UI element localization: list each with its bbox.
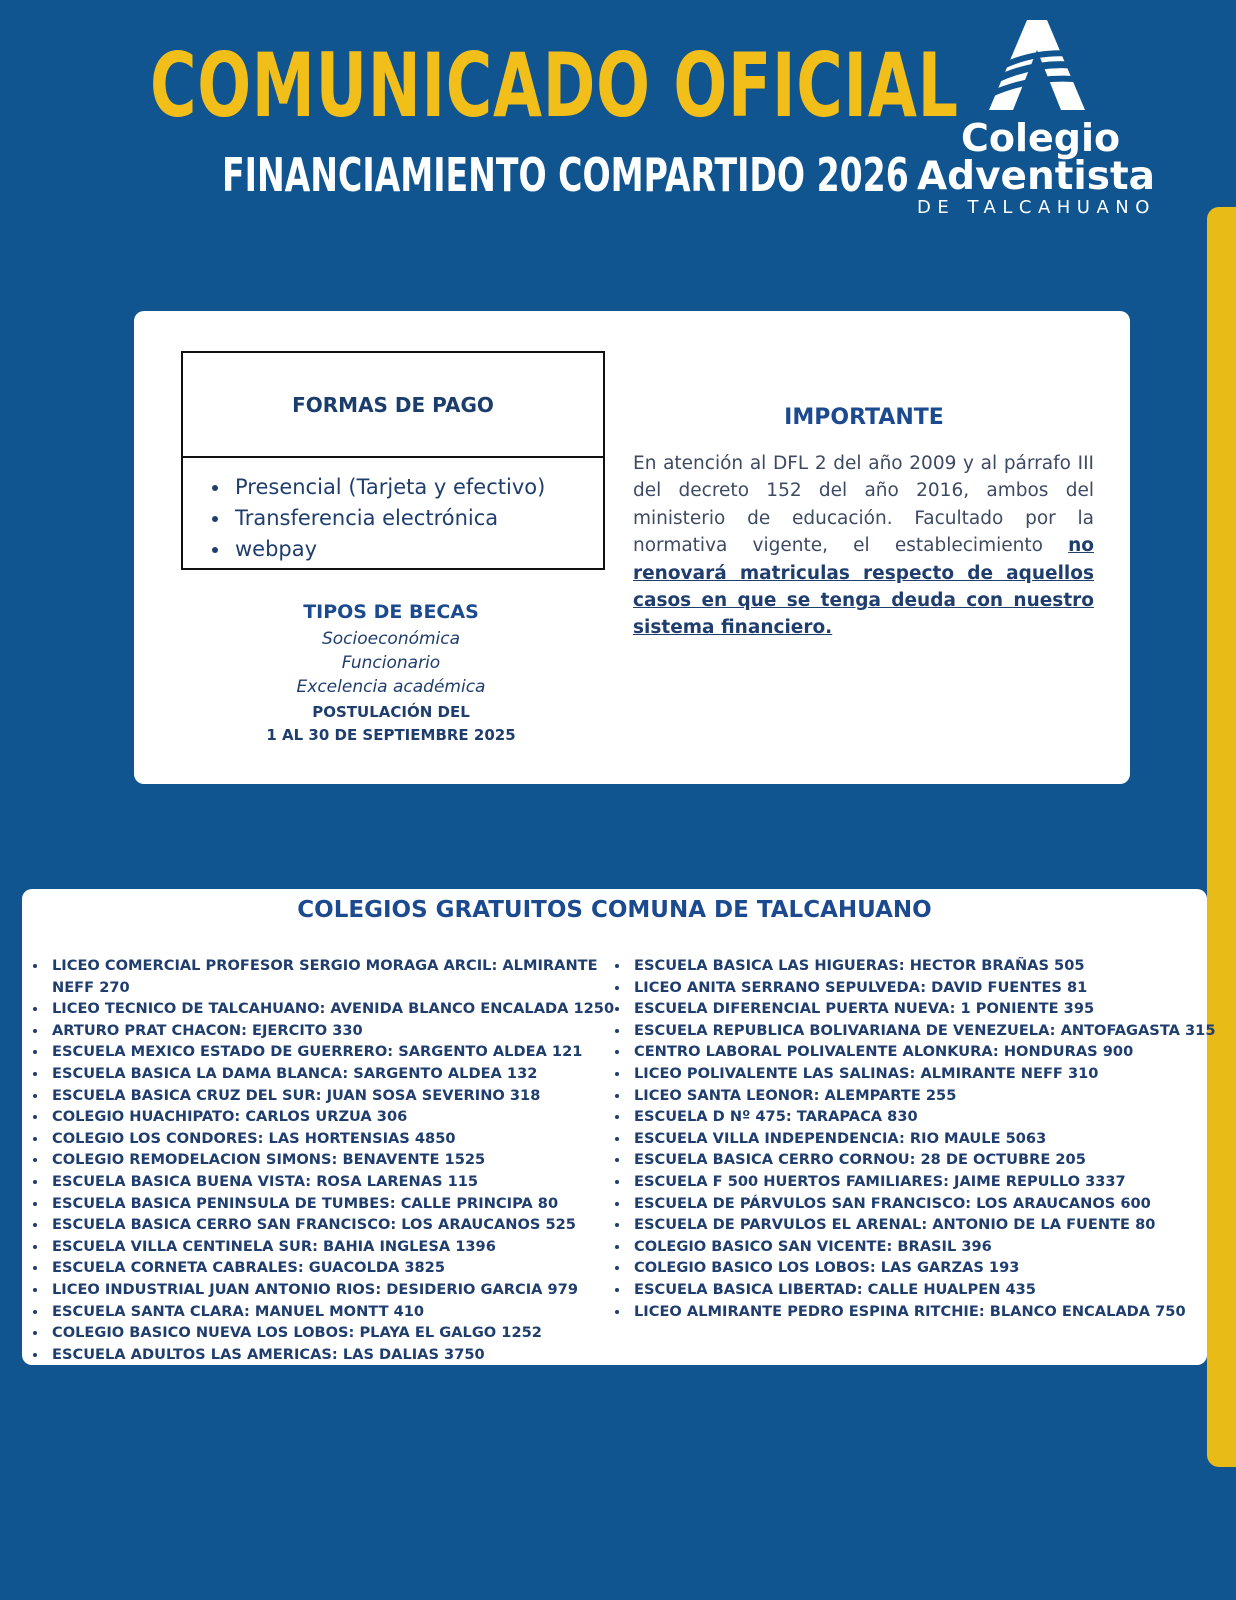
list-item: • LICEO POLIVALENTE LAS SALINAS: ALMIRANTE NEFF 310: [630, 1063, 1230, 1085]
list-item: • ESCUELA BASICA LIBERTAD: CALLE HUALPEN 435: [630, 1279, 1230, 1301]
scholarship-item: Funcionario: [341, 653, 441, 673]
list-item: • ESCUELA BASICA LAS HIGUERAS: HECTOR BRAÑAS 505: [630, 955, 1230, 977]
logo-text-line3: DE TALCAHUANO: [917, 197, 1156, 218]
list-item: • LICEO ANITA SERRANO SEPULVEDA: DAVID FUENTES 81: [630, 977, 1230, 999]
list-item: • LICEO ALMIRANTE PEDRO ESPINA RITCHIE: BLANCO ENCALADA 750: [630, 1301, 1230, 1323]
scholarship-section: [181, 601, 601, 747]
important-body: En atención al DFL 2 del año 2009 y al párrafo III del decreto 152 del año 2016, ambos del ministerio de educación. Facultado por la normativa vigente, el establecimiento: [633, 453, 1094, 557]
list-item: • ESCUELA BASICA LA DAMA BLANCA: SARGENTO ALDEA 132: [48, 1063, 636, 1085]
free-schools-title: COLEGIOS GRATUITOS COMUNA DE TALCAHUANO: [297, 897, 932, 923]
list-item: • ESCUELA BASICA PENINSULA DE TUMBES: CALLE PRINCIPA 80: [48, 1193, 636, 1215]
list-item: • LICEO INDUSTRIAL JUAN ANTONIO RIOS: DESIDERIO GARCIA 979: [48, 1279, 636, 1301]
list-item: • ESCUELA ADULTOS LAS AMERICAS: LAS DALIAS 3750: [48, 1344, 636, 1366]
application-period-line2: 1 AL 30 DE SEPTIEMBRE 2025: [266, 726, 516, 744]
list-item: • Presencial (Tarjeta y efectivo): [231, 472, 603, 503]
school-list-right: [604, 955, 1230, 1322]
list-item: • ESCUELA VILLA INDEPENDENCIA: RIO MAULE 5063: [630, 1128, 1230, 1150]
info-card: [134, 311, 1130, 784]
list-item: • webpay: [231, 534, 603, 565]
list-item: • COLEGIO BASICO SAN VICENTE: BRASIL 396: [630, 1236, 1230, 1258]
important-text: [633, 450, 1094, 642]
list-item: • ESCUELA BASICA BUENA VISTA: ROSA LARENAS 115: [48, 1171, 636, 1193]
application-period: [181, 701, 601, 747]
list-item: • ARTURO PRAT CHACON: EJERCITO 330: [48, 1020, 636, 1042]
page-title: COMUNICADO OFICIAL: [150, 34, 959, 137]
list-item: • ESCUELA F 500 HUERTOS FAMILIARES: JAIME REPULLO 3337: [630, 1171, 1230, 1193]
list-item: • LICEO COMERCIAL PROFESOR SERGIO MORAGA ARCIL: ALMIRANTE NEFF 270: [48, 955, 636, 998]
scholarship-title: TIPOS DE BECAS: [303, 601, 479, 623]
list-item: • ESCUELA BASICA CERRO CORNOU: 28 DE OCTUBRE 205: [630, 1149, 1230, 1171]
school-list-left: [22, 955, 636, 1365]
application-period-line1: POSTULACIÓN DEL: [312, 703, 470, 721]
scholarship-item: Socioeconómica: [321, 629, 461, 649]
list-item: • LICEO SANTA LEONOR: ALEMPARTE 255: [630, 1085, 1230, 1107]
list-item: • COLEGIO HUACHIPATO: CARLOS URZUA 306: [48, 1106, 636, 1128]
list-item: • COLEGIO BASICO NUEVA LOS LOBOS: PLAYA EL GALGO 1252: [48, 1322, 636, 1344]
school-logo: [915, 20, 1175, 220]
payment-methods-list: [183, 472, 603, 565]
list-item: • ESCUELA DE PÁRVULOS SAN FRANCISCO: LOS ARAUCANOS 600: [630, 1193, 1230, 1215]
list-item: • COLEGIO LOS CONDORES: LAS HORTENSIAS 4850: [48, 1128, 636, 1150]
payment-methods-title: FORMAS DE PAGO: [183, 353, 603, 458]
list-item: • ESCUELA CORNETA CABRALES: GUACOLDA 3825: [48, 1257, 636, 1279]
list-item: • ESCUELA D Nº 475: TARAPACA 830: [630, 1106, 1230, 1128]
list-item: • ESCUELA SANTA CLARA: MANUEL MONTT 410: [48, 1301, 636, 1323]
list-item: • ESCUELA DE PARVULOS EL ARENAL: ANTONIO DE LA FUENTE 80: [630, 1214, 1230, 1236]
list-item: • ESCUELA MEXICO ESTADO DE GUERRERO: SARGENTO ALDEA 121: [48, 1041, 636, 1063]
list-item: • ESCUELA BASICA CRUZ DEL SUR: JUAN SOSA SEVERINO 318: [48, 1085, 636, 1107]
important-title: IMPORTANTE: [784, 405, 944, 430]
page-subtitle: FINANCIAMIENTO COMPARTIDO 2026: [222, 148, 909, 202]
list-item: • LICEO TECNICO DE TALCAHUANO: AVENIDA BLANCO ENCALADA 1250: [48, 998, 636, 1020]
list-item: • COLEGIO BASICO LOS LOBOS: LAS GARZAS 193: [630, 1257, 1230, 1279]
important-highlight: no renovará matriculas respecto de aquellos casos en que se tenga deuda con nuestro sistema financiero.: [633, 535, 1094, 639]
free-schools-card: [22, 889, 1216, 1365]
list-item: • CENTRO LABORAL POLIVALENTE ALONKURA: HONDURAS 900: [630, 1041, 1230, 1063]
stylized-letter-a-icon: [987, 20, 1087, 112]
list-item: • ESCUELA BASICA CERRO SAN FRANCISCO: LOS ARAUCANOS 525: [48, 1214, 636, 1236]
list-item: • ESCUELA DIFERENCIAL PUERTA NUEVA: 1 PONIENTE 395: [630, 998, 1230, 1020]
logo-text-line1: Colegio: [961, 116, 1121, 160]
scholarship-item: Excelencia académica: [296, 677, 486, 697]
list-item: • COLEGIO REMODELACION SIMONS: BENAVENTE 1525: [48, 1149, 636, 1171]
payment-methods-box: [181, 351, 605, 570]
list-item: • Transferencia electrónica: [231, 503, 603, 534]
list-item: • ESCUELA VILLA CENTINELA SUR: BAHIA INGLESA 1396: [48, 1236, 636, 1258]
logo-text-line2: Adventista: [917, 154, 1155, 199]
list-item: • ESCUELA REPUBLICA BOLIVARIANA DE VENEZUELA: ANTOFAGASTA 315: [630, 1020, 1230, 1042]
